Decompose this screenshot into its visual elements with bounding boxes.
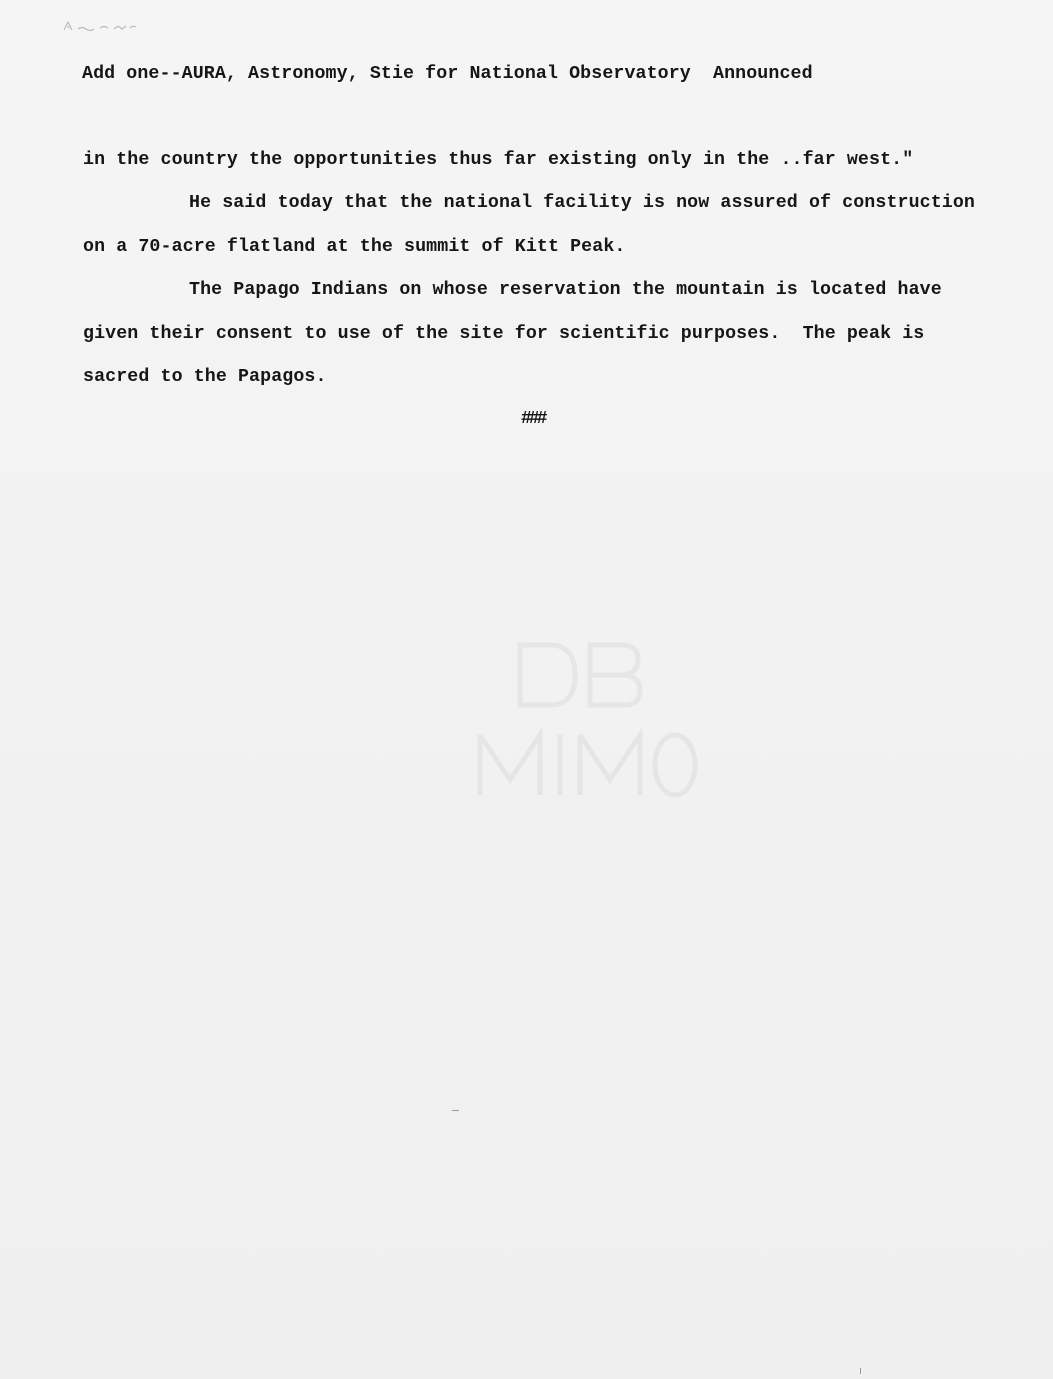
pencil-scribble-mark: [60, 18, 140, 36]
body-line: The Papago Indians on whose reservation the mountain is located have: [189, 280, 942, 300]
embossed-watermark-mark: [440, 620, 700, 810]
body-line: sacred to the Papagos.: [83, 367, 327, 387]
body-line: He said today that the national facility is now assured of construction: [189, 193, 976, 213]
page-header-line: Add one--AURA, Astronomy, Stie for National Observatory Announced: [82, 64, 813, 84]
end-mark: ###: [521, 409, 545, 429]
stray-mark: [860, 1368, 861, 1374]
body-line: on a 70-acre flatland at the summit of Kitt Peak.: [83, 237, 626, 257]
stray-mark: [452, 1110, 459, 1111]
body-line: in the country the opportunities thus far existing only in the ..far west.": [83, 150, 914, 170]
body-line: given their consent to use of the site for scientific purposes. The peak is: [83, 324, 925, 344]
